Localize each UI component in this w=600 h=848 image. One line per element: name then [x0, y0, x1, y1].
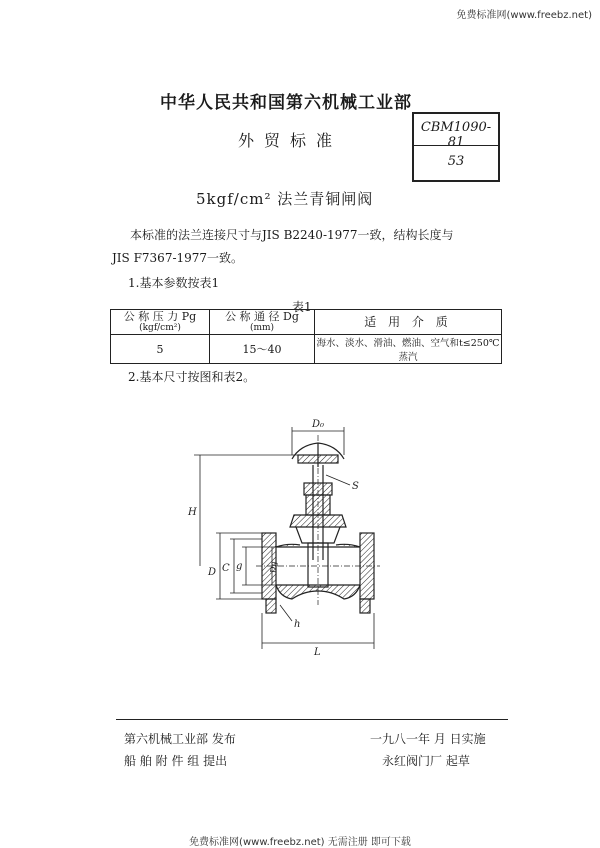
footer-implementation-date: 一九八一年 月 日实施	[370, 732, 486, 746]
header-nominal-pressure	[111, 310, 210, 335]
standard-code: CBM1090-81	[420, 120, 492, 150]
header-medium	[315, 310, 502, 335]
label-d0: D₀	[312, 419, 325, 430]
label-s: S	[352, 481, 359, 492]
code-box-divider	[414, 145, 498, 146]
header-pressure-label: 公 称 压 力 Pg	[123, 310, 197, 323]
gate-valve-drawing	[180, 415, 400, 665]
table-caption: 表1	[292, 300, 312, 314]
document-title: 5kgf/cm² 法兰青铜闸阀	[196, 190, 374, 208]
table-header-row	[111, 310, 502, 335]
header-diameter-unit: (mm)	[249, 323, 275, 333]
section-basic-parameters: 1.基本参数按表1	[128, 276, 220, 290]
section-basic-dimensions: 2.基本尺寸按图和表2。	[128, 370, 256, 384]
standard-code-box	[412, 112, 500, 182]
ministry-name: 中华人民共和国第六机械工业部	[160, 93, 412, 113]
label-l: L	[314, 647, 321, 658]
header-medium-label: 适 用 介 质	[364, 315, 452, 329]
label-g: g	[236, 561, 243, 572]
footer-rule	[116, 719, 508, 720]
site-watermark-bottom: 免费标准网(www.freebz.net) 无需注册 即可下载	[189, 837, 411, 848]
page-number: 53	[447, 154, 465, 169]
cell-medium: 海水、淡水、滑油、燃油、空气和t≤250℃蒸汽	[315, 335, 502, 364]
label-h: H	[188, 507, 197, 518]
dimension-lines	[194, 427, 374, 649]
footer-proposer: 船 舶 附 件 组 提出	[124, 754, 228, 768]
table-row	[111, 335, 502, 364]
label-c: C	[222, 563, 230, 574]
footer-drafter: 永红阀门厂 起草	[382, 754, 470, 768]
label-dg: Dg	[269, 561, 278, 573]
cell-pressure: 5	[111, 335, 210, 364]
cell-diameter: 15～40	[210, 335, 315, 364]
header-pressure-unit: (kgf/cm²)	[139, 323, 181, 333]
footer-issuer: 第六机械工业部 发布	[124, 732, 236, 746]
label-d: D	[208, 567, 217, 578]
header-diameter-label: 公 称 通 径 Dg	[225, 310, 299, 323]
site-watermark-top: 免费标准网(www.freebz.net)	[456, 10, 592, 21]
intro-paragraph-line-2: JIS F7367-1977一致。	[112, 251, 244, 265]
header-nominal-diameter	[210, 310, 315, 335]
parameter-table	[110, 309, 502, 364]
label-h-small: h	[294, 619, 301, 630]
intro-paragraph-line-1: 本标准的法兰连接尺寸与JIS B2240-1977一致，结构长度与	[130, 228, 454, 242]
standard-type: 外贸标准	[238, 131, 343, 150]
